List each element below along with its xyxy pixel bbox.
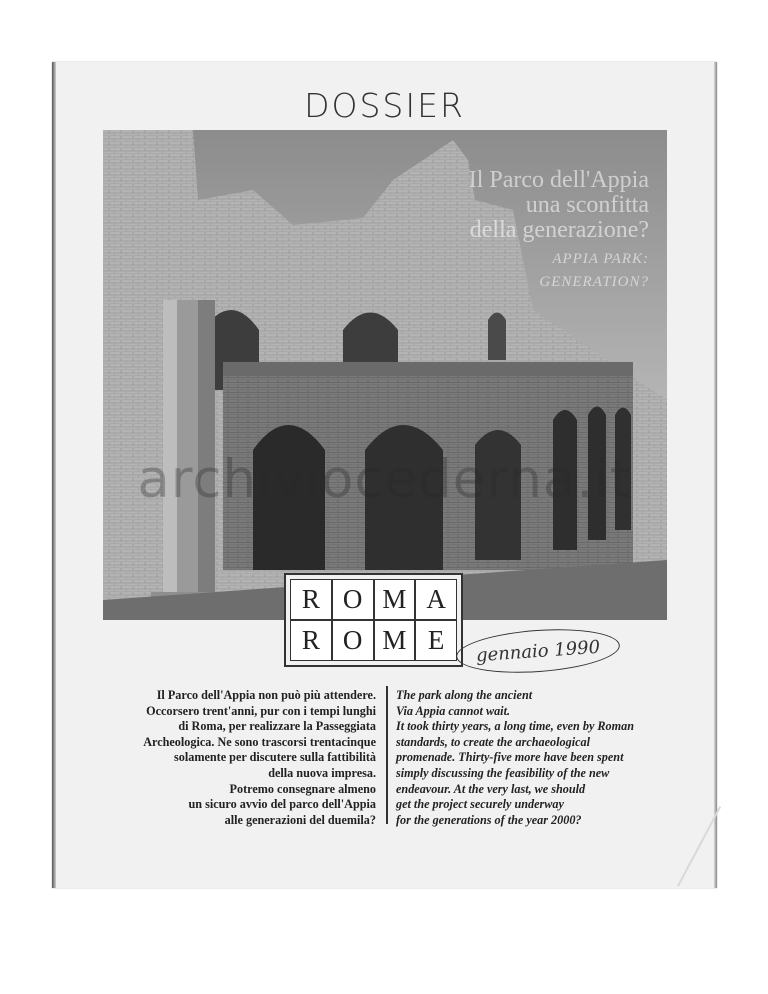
english-line: for the generations of the year 2000? <box>396 812 582 827</box>
logo-letter: R <box>290 579 332 620</box>
italian-text <box>114 688 376 828</box>
photo-title-it-1: Il Parco dell'Appia <box>468 167 649 193</box>
logo-letter: O <box>332 579 374 620</box>
photo-title-it-2: una sconfitta <box>525 192 649 219</box>
italian-line: di Roma, per realizzare la Passeggiata <box>178 719 376 734</box>
logo-letter: A <box>415 579 457 620</box>
photo-title-en-2: GENERATION? <box>539 274 649 291</box>
italian-line: Il Parco dell'Appia non può più attendere. <box>156 688 376 702</box>
english-line: endeavour. At the very last, we should <box>396 781 586 796</box>
ruins-photo <box>103 130 667 620</box>
italian-line: un sicuro avvio del parco dell'Appia <box>188 797 376 812</box>
column-divider <box>386 686 388 824</box>
page-title: DOSSIER <box>304 86 465 125</box>
italian-line: della nuova impresa. <box>268 765 376 780</box>
logo-letter: O <box>332 620 374 661</box>
logo-letter: R <box>290 620 332 661</box>
photo-overlay-titles <box>469 168 649 291</box>
magazine-page <box>52 62 717 888</box>
logo-letter: M <box>374 620 416 661</box>
watermark: archiviocederna.it <box>137 449 632 510</box>
italian-line: alle generazioni del duemila? <box>224 812 376 827</box>
english-line: promenade. Thirty-five more have been spent <box>396 750 624 765</box>
english-line: The park along the ancient <box>396 688 533 702</box>
photo-title-en-1: APPIA PARK: <box>552 250 649 267</box>
english-text <box>396 688 706 828</box>
italian-line: Potremo consegnare almeno <box>229 781 376 796</box>
logo-letter: E <box>415 620 457 661</box>
logo-letter: M <box>374 579 416 620</box>
italian-line: Archeologica. Ne sono trascorsi trentacinque <box>143 734 376 749</box>
english-line: It took thirty years, a long time, even by Roman <box>396 719 634 734</box>
handwritten-date: gennaio 1990 <box>455 624 622 677</box>
photo-title-it-3: della generazione? <box>469 217 649 244</box>
italian-line: solamente per discutere sulla fattibilità <box>174 750 376 765</box>
english-line: standards, to create the archaeological <box>396 734 590 749</box>
english-line: get the project securely underway <box>396 797 564 812</box>
italian-line: Occorsero trent'anni, pur con i tempi lunghi <box>146 703 376 718</box>
roma-rome-logo <box>286 575 461 665</box>
english-line: Via Appia cannot wait. <box>396 703 511 718</box>
english-line: simply discussing the feasibility of the new <box>396 765 610 780</box>
